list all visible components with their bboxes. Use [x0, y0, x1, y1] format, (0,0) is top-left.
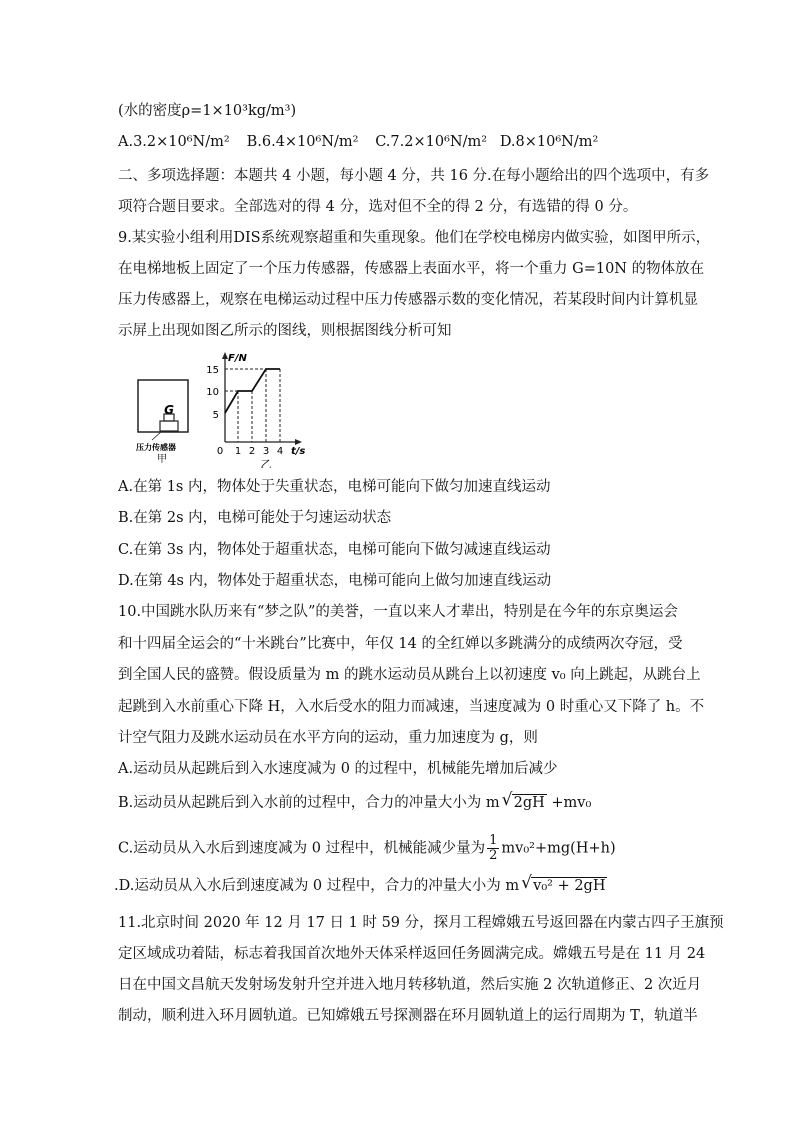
q8-options [118, 132, 598, 152]
q10-option-b-text: B.运动员从起跳后到入水前的过程中，合力的冲量大小为 m [118, 795, 500, 811]
q11-text-line: 定区域成功着陆，标志着我国首次地外天体采样返回任务圆满完成。嫦娥五号是在 11 月 24 [118, 946, 706, 962]
fraction-numerator: 1 [489, 833, 498, 848]
q10-text-line: 到全国人民的盛赞。假设质量为 m 的跳水运动员从跳台上以初速度 v₀ 向上跳起，从跳台上 [118, 667, 701, 683]
section2-heading-line2: 项符合题目要求。全部选对的得 4 分，选对但不全的得 2 分，有选错的得 0 分。 [118, 199, 638, 215]
q9-option-a: A.在第 1s 内，物体处于失重状态，电梯可能向下做匀加速直线运动 [118, 479, 551, 495]
object-label-g: G [164, 403, 174, 417]
radical-sign-icon: √ [501, 790, 513, 810]
figure-jia-caption: 甲 [157, 454, 167, 465]
q10-option-d-text: .D.运动员从入水后到速度减为 0 过程中，合力的冲量大小为 m [114, 878, 520, 894]
q9-option-d: D.在第 4s 内，物体处于超重状态，电梯可能向上做匀加速直线运动 [118, 573, 552, 589]
q10-option-b-tail: +mv₀ [546, 795, 592, 811]
q9-text-line: 压力传感器上，观察在电梯运动过程中压力传感器示数的变化情况，若某段时间内计算机显 [118, 292, 698, 308]
pressure-sensor [160, 421, 178, 431]
q9-option-c: C.在第 3s 内，物体处于超重状态，电梯可能向下做匀减速直线运动 [118, 542, 551, 558]
x-tick-label: 4 [276, 446, 284, 457]
x-axis-label: t/s [291, 446, 306, 457]
y-tick-label: 10 [206, 387, 219, 398]
x-axis-arrow [295, 439, 302, 445]
fraction-denominator: 2 [489, 848, 498, 863]
q10-option-b [118, 790, 592, 813]
q9-option-b: B.在第 2s 内，电梯可能处于匀速运动状态 [118, 510, 392, 526]
radical-sign-icon: √ [521, 873, 532, 893]
q9-text-line: 9.某实验小组利用DIS系统观察超重和失重现象。他们在学校电梯房内做实验，如图甲所示， [118, 230, 711, 246]
y-axis-label: F/N [228, 353, 247, 364]
q8-option-d: D.8×10⁶N/m² [499, 134, 599, 150]
x-tick-label: 1 [234, 446, 242, 457]
radicand: 2gH [513, 795, 545, 811]
q10-text-line: 起跳到入水前重心下降 H，入水后受水的阻力而减速，当速度减为 0 时重心又下降了 h。不 [118, 699, 705, 715]
q10-option-c [118, 834, 616, 863]
x-tick-label: 3 [262, 446, 270, 457]
fraction [487, 834, 499, 863]
sqrt-expression [521, 873, 607, 896]
q10-option-c-text: C.运动员从入水后到速度减为 0 过程中，机械能减少量为 [118, 840, 486, 857]
figure-yi-caption: 乙 [260, 458, 272, 468]
q9-text-line: 示屏上出现如图乙所示的图线，则根据图线分析可知 [118, 323, 452, 339]
radicand: v₀² + 2gH [533, 878, 606, 894]
sensor-label: 压力传感器 [136, 443, 176, 452]
q8-option-c: C.7.2×10⁶N/m² [375, 134, 488, 150]
figure-jia-elevator [122, 374, 200, 466]
q9-text-line: 在电梯地板上固定了一个压力传感器，传感器上表面水平，将一个重力 G=10N 的物体放在 [118, 261, 705, 277]
y-tick-label: 5 [212, 410, 219, 421]
q8-density-note: (水的密度ρ=1×10³kg/m³) [118, 103, 297, 119]
q10-option-c-tail: mv₀²+mg(H+h) [501, 840, 616, 857]
elevator-box [138, 380, 188, 432]
q11-text-line: 日在中国文昌航天发射场发射升空并进入地月转移轨道，然后实施 2 次轨道修正、2 次近月 [118, 977, 702, 993]
q8-option-b: B.6.4×10⁶N/m² [246, 134, 359, 150]
q10-text-line: 计空气阻力及跳水运动员在水平方向的运动，重力加速度为 g，则 [118, 730, 538, 746]
q11-text-line: 11.北京时间 2020 年 12 月 17 日 1 时 59 分，探月工程嫦娥五号返回器在内蒙古四子王旗预 [118, 915, 724, 931]
q10-text-line: 10.中国跳水队历来有“梦之队”的美誉，一直以来人才辈出，特别是在今年的东京奥运会 [118, 604, 678, 620]
q10-text-line: 和十四届全运会的“十米跳台”比赛中，年仅 14 的全红婵以多跳满分的成绩两次夺冠，受 [118, 636, 683, 652]
x-tick-label: 2 [248, 446, 256, 457]
y-tick-label: 15 [206, 365, 219, 376]
sqrt-expression [501, 790, 547, 813]
q10-option-a: A.运动员从起跳后到入水速度减为 0 的过程中，机械能先增加后减少 [118, 761, 558, 777]
q11-text-line: 制动，顺利进入环月圆轨道。已知嫦娥五号探测器在环月圆轨道上的运行周期为 T，轨道半 [118, 1008, 698, 1024]
q10-option-d [114, 873, 607, 896]
origin-label: 0 [216, 446, 224, 457]
section2-heading-line1: 二、多项选择题：本题共 4 小题，每小题 4 分，共 16 分.在每小题给出的四个选项中，有多 [118, 168, 710, 184]
figure-yi-force-time-graph [200, 350, 312, 468]
q8-option-a: A.3.2×10⁶N/m² [118, 134, 230, 150]
